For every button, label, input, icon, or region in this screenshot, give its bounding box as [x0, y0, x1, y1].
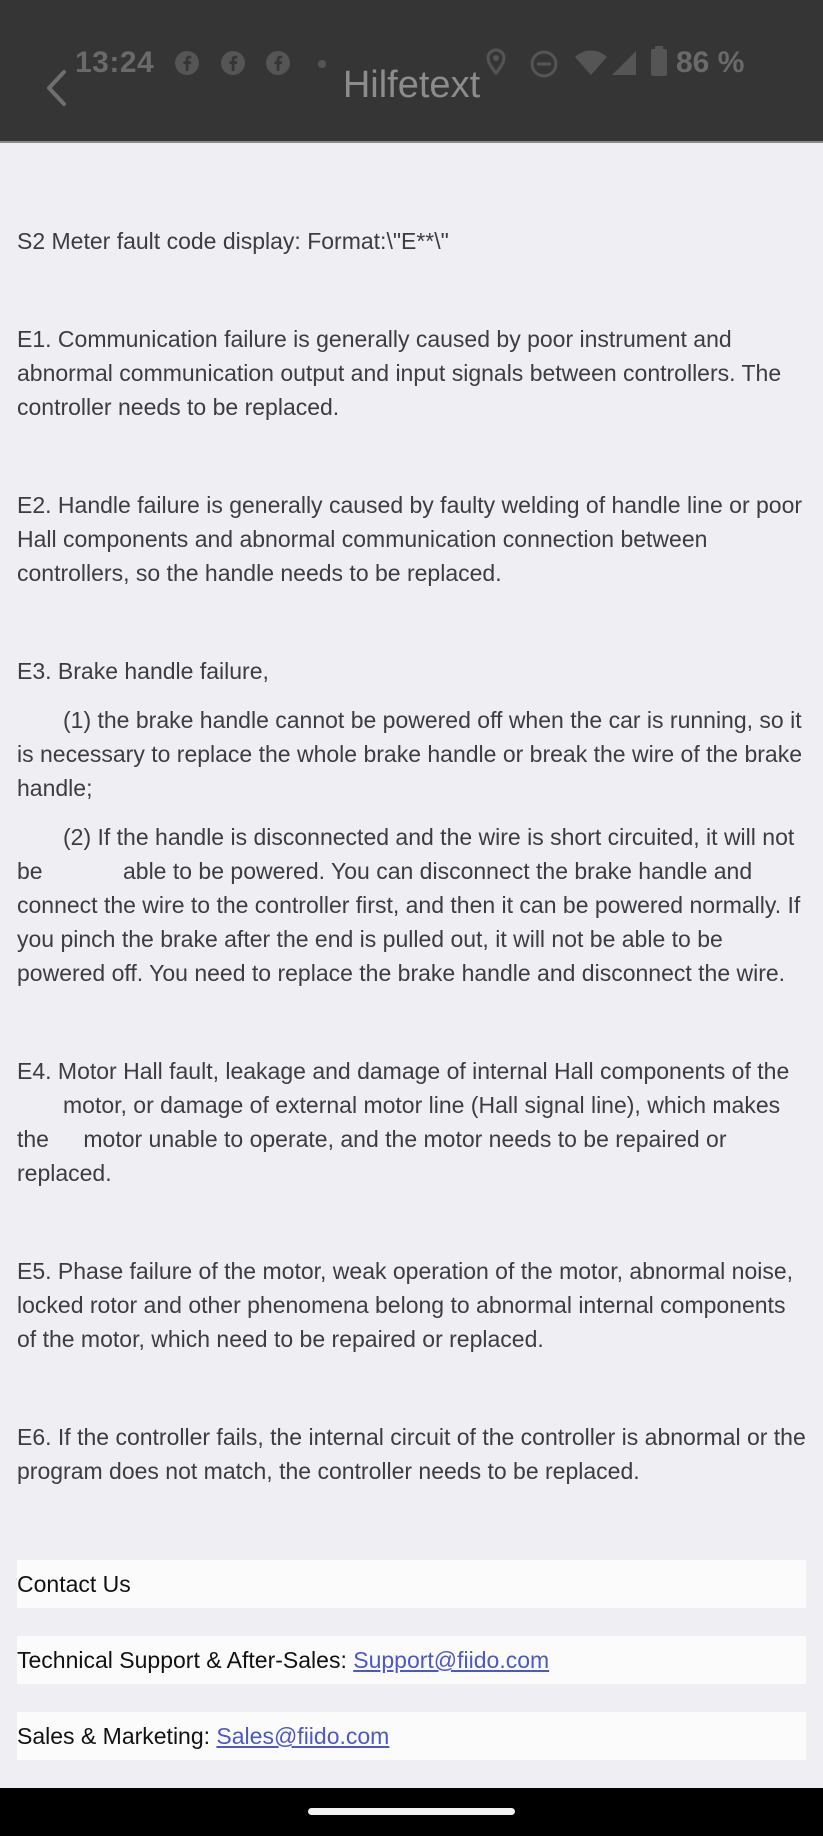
- battery-percentage: 86 %: [676, 46, 745, 79]
- fault-e3-item-2: (2) If the handle is disconnected and the wire is short circuited, it will not be able to be powered. You can disconnect the brake handle and connect the wire to the controller first, and then it can be powered normally. If you pinch the brake after the end is pulled out, it will not be able to be powered off. You need to replace the brake handle and disconnect the wire.: [17, 824, 801, 986]
- sales-email-link[interactable]: Sales@fiido.com: [216, 1723, 390, 1749]
- support-email-link[interactable]: Support@fiido.com: [353, 1647, 550, 1673]
- fault-code-format: S2 Meter fault code display: Format:\"E**\": [17, 228, 449, 254]
- navigation-bar: [0, 1788, 823, 1836]
- fault-e3-title: E3. Brake handle failure,: [17, 658, 269, 684]
- app-toolbar: [0, 0, 823, 143]
- contact-heading: Contact Us: [17, 1571, 131, 1597]
- fault-e3-item-1: (1) the brake handle cannot be powered off when the car is running, so it is necessary to replace the whole brake handle or break the wire of the brake handle;: [17, 707, 802, 801]
- sales-label: Sales & Marketing:: [17, 1723, 217, 1749]
- fault-e6: E6. If the controller fails, the internal circuit of the controller is abnormal or the program does not match, the controller needs to be replaced.: [17, 1424, 806, 1484]
- fault-e2: E2. Handle failure is generally caused by faulty welding of handle line or poor Hall components and abnormal communication connection between controllers, so the handle needs to be replaced.: [17, 492, 803, 586]
- page-title: Hilfetext: [342, 64, 481, 106]
- contact-heading-box: [17, 1560, 806, 1608]
- home-indicator[interactable]: [308, 1808, 515, 1815]
- support-contact-box: [17, 1636, 806, 1684]
- fault-e5: E5. Phase failure of the motor, weak operation of the motor, abnormal noise, locked rotor and other phenomena belong to abnormal internal components of the motor, which need to be repaired or replaced.: [17, 1258, 794, 1352]
- fault-e1: E1. Communication failure is generally caused by poor instrument and abnormal communication output and input signals between controllers. The controller needs to be replaced.: [17, 326, 782, 420]
- sales-contact-box: [17, 1712, 806, 1760]
- fault-e4: E4. Motor Hall fault, leakage and damage of internal Hall components of the motor, or damage of external motor line (Hall signal line), which makes the motor unable to operate, and the motor needs to be repaired or replaced.: [17, 1058, 790, 1186]
- support-label: Technical Support & After-Sales:: [17, 1647, 354, 1673]
- status-time: 13:24: [75, 46, 155, 79]
- help-text: [17, 224, 807, 1488]
